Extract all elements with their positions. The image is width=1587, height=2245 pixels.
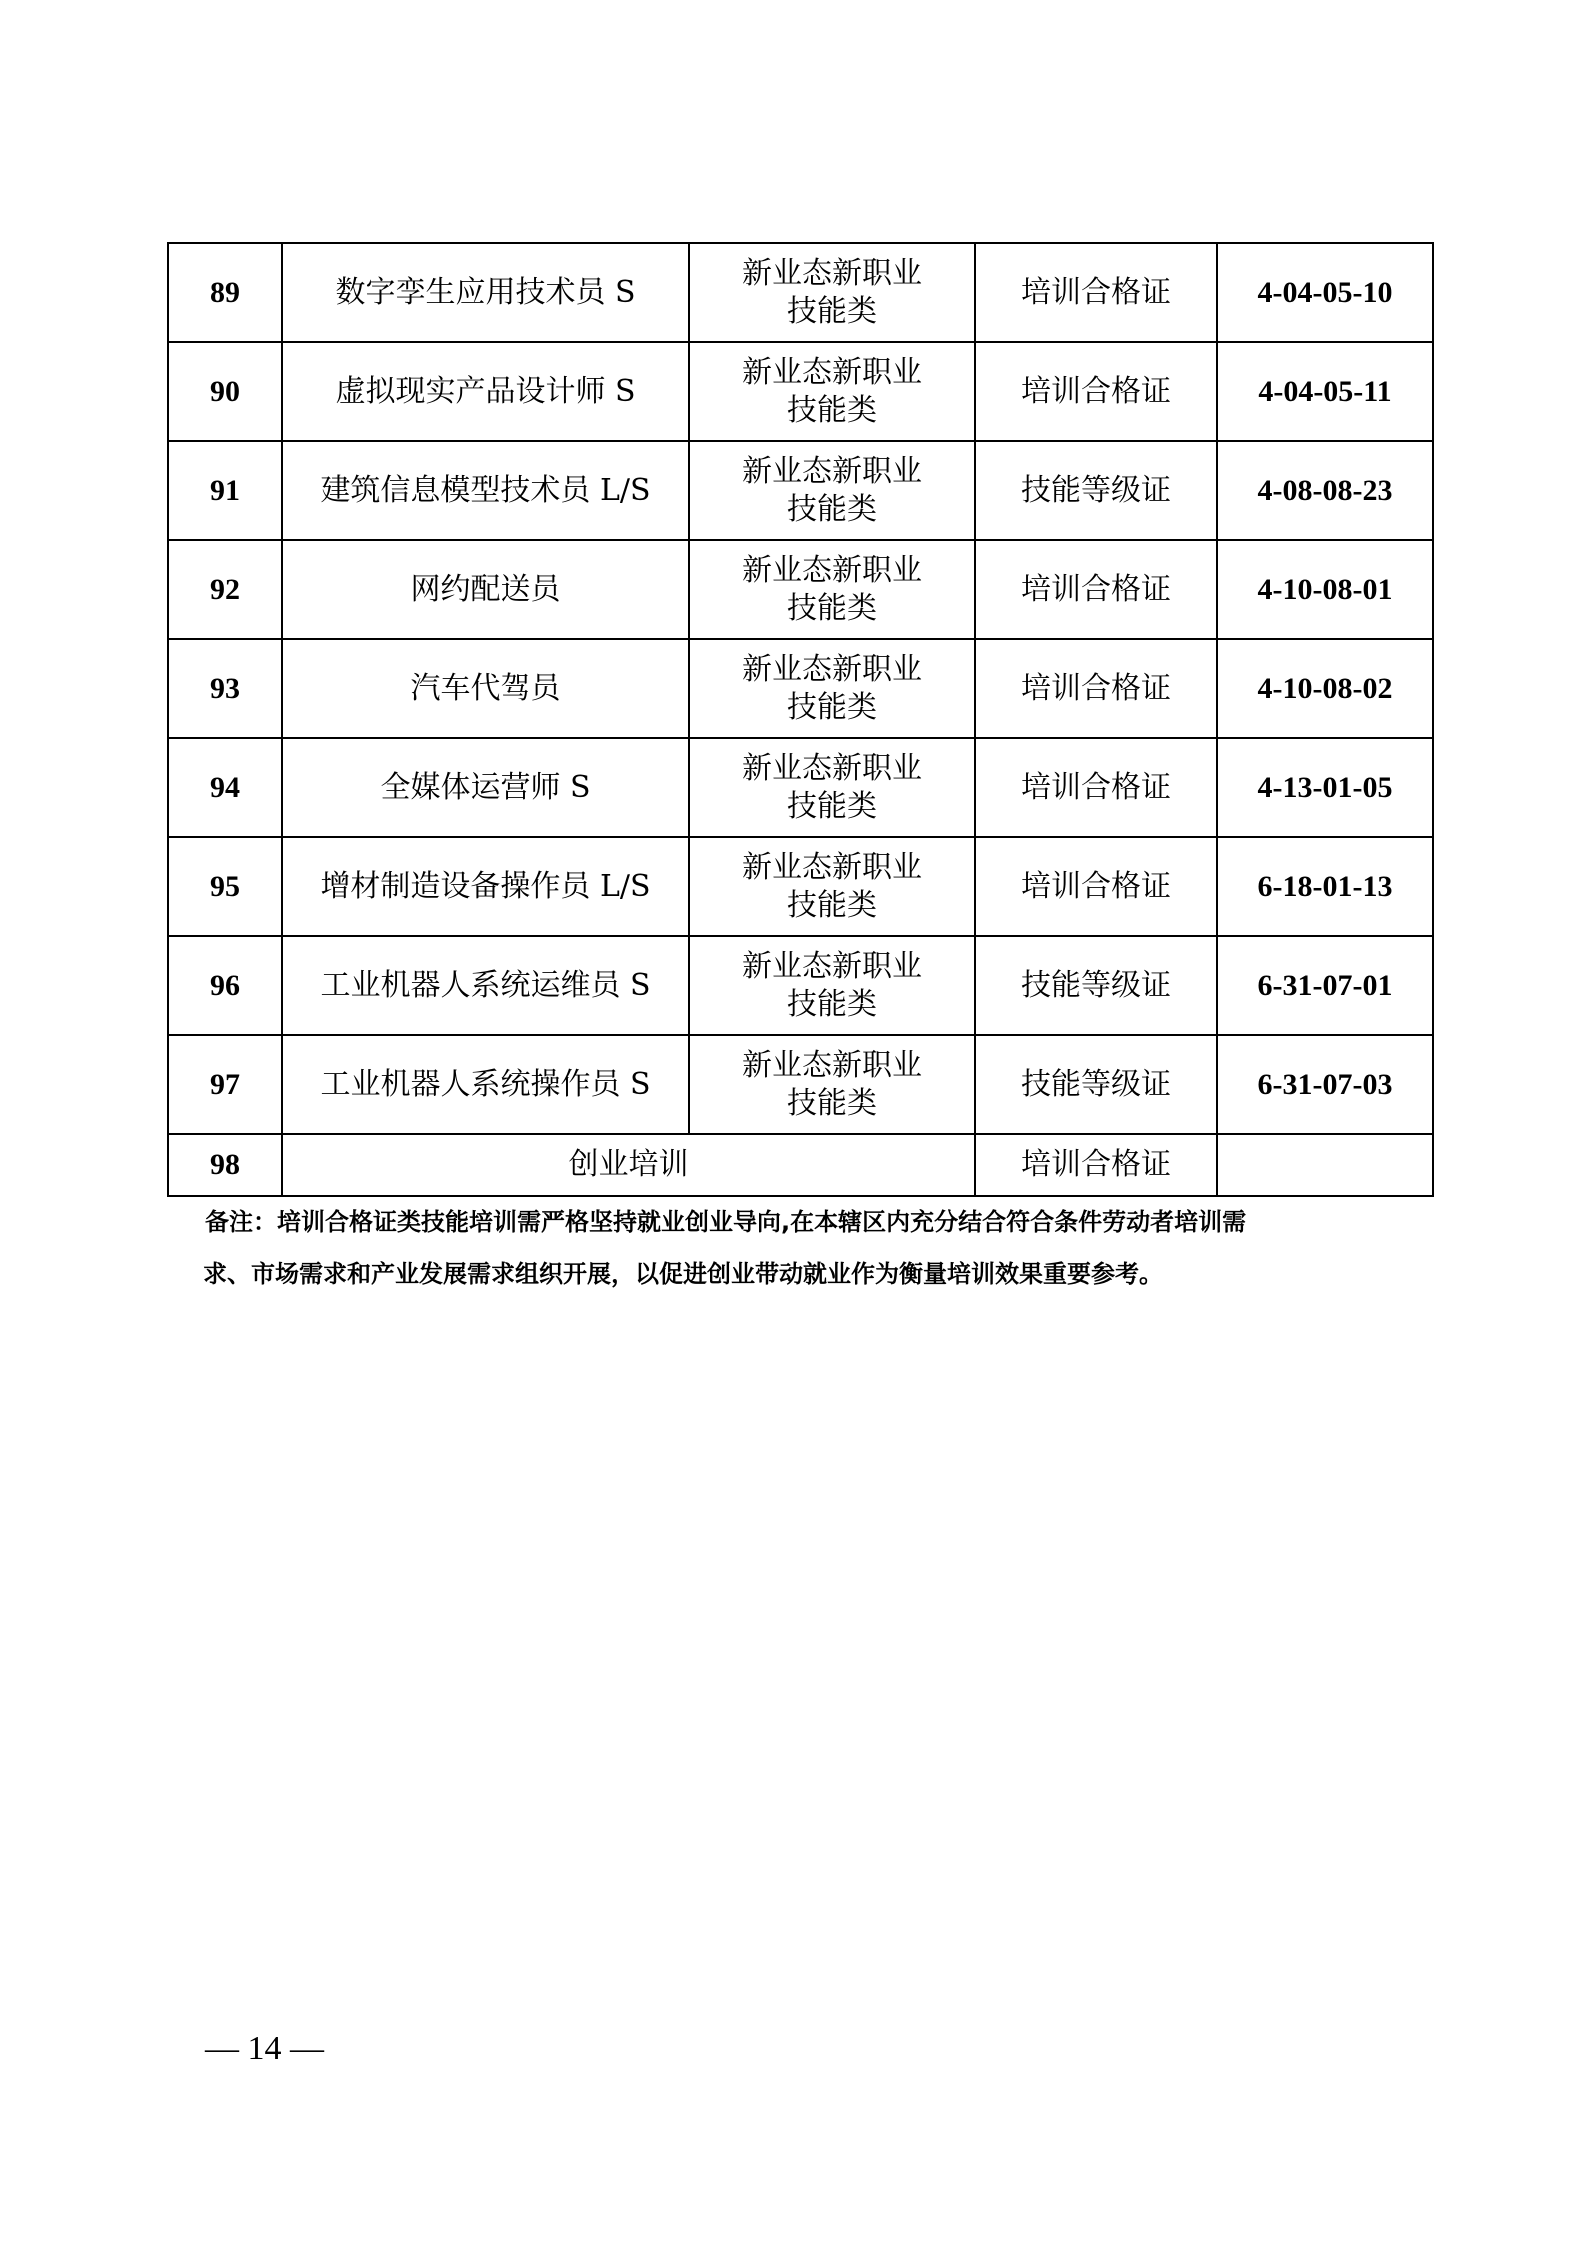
occupation-code: 4-08-08-23 bbox=[1217, 441, 1433, 540]
occupation-code: 4-10-08-01 bbox=[1217, 540, 1433, 639]
occupation-code: 4-13-01-05 bbox=[1217, 738, 1433, 837]
row-number: 90 bbox=[168, 342, 282, 441]
occupation-name: 数字孪生应用技术员 S bbox=[282, 243, 689, 342]
category-line-2: 技能类 bbox=[787, 887, 877, 923]
category-line-1: 新业态新职业 bbox=[742, 1048, 922, 1083]
row-number: 93 bbox=[168, 639, 282, 738]
row-number: 96 bbox=[168, 936, 282, 1035]
category-line-1: 新业态新职业 bbox=[742, 454, 922, 489]
occupation-name: 工业机器人系统操作员 S bbox=[282, 1035, 689, 1134]
occupation-code: 6-31-07-03 bbox=[1217, 1035, 1433, 1134]
row-number: 98 bbox=[168, 1134, 282, 1196]
occupation-code: 4-10-08-02 bbox=[1217, 639, 1433, 738]
category-line-2: 技能类 bbox=[787, 1085, 877, 1121]
category-line-1: 新业态新职业 bbox=[742, 553, 922, 588]
category-line-2: 技能类 bbox=[787, 491, 877, 527]
table-row bbox=[168, 342, 1433, 441]
category-line-1: 新业态新职业 bbox=[742, 751, 922, 786]
table-row bbox=[168, 243, 1433, 342]
category-line-1: 新业态新职业 bbox=[742, 850, 922, 885]
certificate-type: 技能等级证 bbox=[975, 936, 1217, 1035]
table-row bbox=[168, 1035, 1433, 1134]
category-line-2: 技能类 bbox=[787, 788, 877, 824]
certificate-type: 培训合格证 bbox=[975, 243, 1217, 342]
category-line-1: 新业态新职业 bbox=[742, 949, 922, 984]
category-line-2: 技能类 bbox=[787, 293, 877, 329]
category-line-1: 新业态新职业 bbox=[742, 355, 922, 390]
occupation-code: 4-04-05-10 bbox=[1217, 243, 1433, 342]
category-line-2: 技能类 bbox=[787, 986, 877, 1022]
row-number: 92 bbox=[168, 540, 282, 639]
category-cell bbox=[689, 540, 975, 639]
occupation-name: 网约配送员 bbox=[282, 540, 689, 639]
row-number: 97 bbox=[168, 1035, 282, 1134]
occupation-code: 4-04-05-11 bbox=[1217, 342, 1433, 441]
category-cell bbox=[689, 738, 975, 837]
category-cell bbox=[689, 1035, 975, 1134]
occupation-name: 建筑信息模型技术员 L/S bbox=[282, 441, 689, 540]
certificate-type: 培训合格证 bbox=[975, 639, 1217, 738]
category-cell bbox=[689, 936, 975, 1035]
category-cell bbox=[689, 243, 975, 342]
table-row bbox=[168, 441, 1433, 540]
category-cell bbox=[689, 441, 975, 540]
occupation-code: 6-18-01-13 bbox=[1217, 837, 1433, 936]
certificate-type: 技能等级证 bbox=[975, 1035, 1217, 1134]
occupation-name: 增材制造设备操作员 L/S bbox=[282, 837, 689, 936]
table-row bbox=[168, 738, 1433, 837]
occupation-name: 全媒体运营师 S bbox=[282, 738, 689, 837]
page-number: — 14 — bbox=[205, 2030, 324, 2067]
certificate-type: 培训合格证 bbox=[975, 1134, 1217, 1196]
certificate-type: 培训合格证 bbox=[975, 738, 1217, 837]
certificate-type: 技能等级证 bbox=[975, 441, 1217, 540]
occupation-name: 汽车代驾员 bbox=[282, 639, 689, 738]
remarks-line-2: 求、市场需求和产业发展需求组织开展，以促进创业带动就业作为衡量培训效果重要参考。 bbox=[203, 1260, 1163, 1288]
training-name: 创业培训 bbox=[282, 1134, 975, 1196]
category-line-2: 技能类 bbox=[787, 590, 877, 626]
occupation-table bbox=[167, 242, 1434, 1197]
occupation-name: 工业机器人系统运维员 S bbox=[282, 936, 689, 1035]
row-number: 95 bbox=[168, 837, 282, 936]
table-row bbox=[168, 837, 1433, 936]
table-body bbox=[168, 243, 1433, 1196]
category-line-2: 技能类 bbox=[787, 689, 877, 725]
table-row bbox=[168, 639, 1433, 738]
remarks-note bbox=[205, 1196, 1415, 1300]
table-row-last bbox=[168, 1134, 1433, 1196]
occupation-name: 虚拟现实产品设计师 S bbox=[282, 342, 689, 441]
certificate-type: 培训合格证 bbox=[975, 342, 1217, 441]
certificate-type: 培训合格证 bbox=[975, 837, 1217, 936]
certificate-type: 培训合格证 bbox=[975, 540, 1217, 639]
table-row bbox=[168, 540, 1433, 639]
category-line-1: 新业态新职业 bbox=[742, 652, 922, 687]
row-number: 89 bbox=[168, 243, 282, 342]
row-number: 91 bbox=[168, 441, 282, 540]
category-cell bbox=[689, 342, 975, 441]
remarks-line-1: 备注：培训合格证类技能培训需严格坚持就业创业导向,在本辖区内充分结合符合条件劳动者培训需 bbox=[205, 1208, 1247, 1236]
table-row bbox=[168, 936, 1433, 1035]
category-line-2: 技能类 bbox=[787, 392, 877, 428]
category-line-1: 新业态新职业 bbox=[742, 256, 922, 291]
occupation-code bbox=[1217, 1134, 1433, 1196]
category-cell bbox=[689, 837, 975, 936]
category-cell bbox=[689, 639, 975, 738]
occupation-code: 6-31-07-01 bbox=[1217, 936, 1433, 1035]
row-number: 94 bbox=[168, 738, 282, 837]
